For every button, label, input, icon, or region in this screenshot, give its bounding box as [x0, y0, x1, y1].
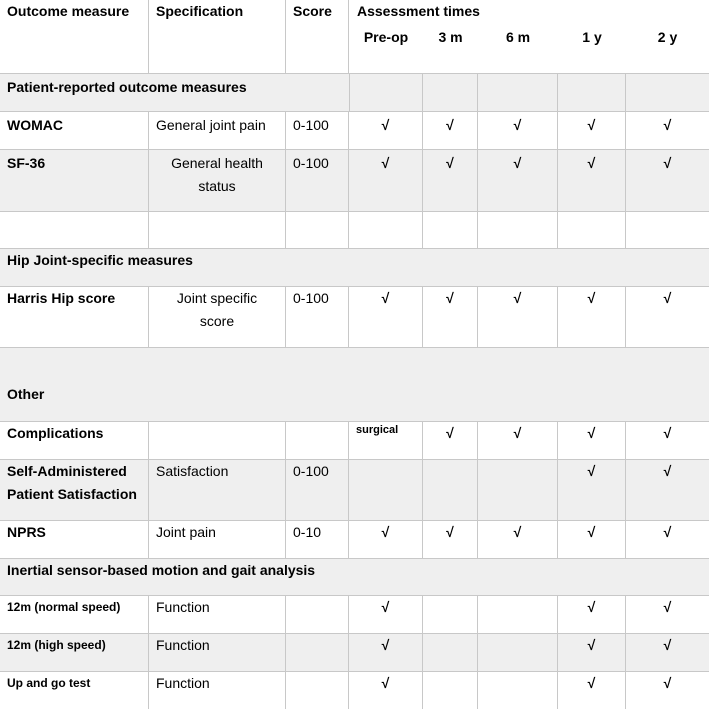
row-name: WOMAC	[0, 112, 149, 149]
row-name: NPRS	[0, 521, 149, 558]
check-mark: √	[663, 463, 672, 479]
header-time-preop: Pre-op	[363, 29, 409, 45]
check-mark: √	[558, 521, 626, 558]
section-title-pro: Patient-reported outcome measures	[7, 79, 247, 95]
header-outcome: Outcome measure	[0, 0, 149, 73]
section-title-hip: Hip Joint-specific measures	[7, 252, 193, 268]
check-mark: √	[478, 422, 558, 459]
row-spec: Function	[149, 596, 286, 633]
table-row-womac	[0, 112, 709, 150]
header-assessment-times: Assessment times	[357, 3, 480, 19]
row-name: 12m (high speed)	[0, 634, 149, 671]
preop-surgical-note: surgical	[349, 422, 423, 459]
row-spec: Joint pain	[149, 521, 286, 558]
check-mark: √	[349, 112, 423, 149]
row-name-line: Self-Administered	[7, 463, 127, 479]
section-title-other: Other	[7, 386, 45, 402]
row-spec-line: General health	[171, 155, 263, 171]
check-mark: √	[558, 634, 626, 671]
check-mark: √	[663, 637, 672, 653]
check-mark: √	[349, 150, 423, 211]
header-time-3m: 3 m	[438, 29, 463, 45]
check-mark: √	[349, 634, 423, 671]
table-row-nprs	[0, 521, 709, 559]
check-mark: √	[349, 521, 423, 558]
check-mark: √	[349, 672, 423, 709]
check-mark: √	[663, 117, 672, 133]
row-name: Harris Hip score	[0, 287, 149, 347]
check-mark: √	[558, 460, 626, 520]
check-mark: √	[663, 675, 672, 691]
check-mark: √	[349, 287, 423, 347]
table-row-harris	[0, 287, 709, 348]
check-mark: √	[423, 422, 478, 459]
table-row-walk-normal	[0, 596, 709, 634]
row-spec: Satisfaction	[149, 460, 286, 520]
check-mark: √	[558, 596, 626, 633]
table-row-empty	[0, 212, 709, 249]
check-mark: √	[558, 112, 626, 149]
table-row-complications	[0, 422, 709, 460]
check-mark: √	[478, 150, 558, 211]
check-mark: √	[663, 524, 672, 540]
check-mark: √	[423, 150, 478, 211]
row-spec-line: Joint specific	[176, 290, 258, 306]
section-title-inertial: Inertial sensor-based motion and gait analysis	[7, 562, 316, 578]
table-row-walk-high	[0, 634, 709, 672]
section-row-inertial	[0, 559, 709, 596]
row-score: 0-10	[286, 521, 349, 558]
check-mark: √	[558, 422, 626, 459]
check-mark: √	[663, 155, 672, 171]
row-spec	[149, 287, 286, 347]
check-mark: √	[423, 521, 478, 558]
header-score: Score	[286, 0, 349, 73]
row-name	[0, 460, 149, 520]
row-name: Complications	[0, 422, 149, 459]
check-mark: √	[558, 672, 626, 709]
row-score: 0-100	[286, 150, 349, 211]
check-mark: √	[558, 287, 626, 347]
row-name-line: Patient Satisfaction	[7, 486, 137, 502]
header-specification: Specification	[149, 0, 286, 73]
check-mark: √	[663, 425, 672, 441]
section-row-other	[0, 348, 709, 422]
row-score: 0-100	[286, 460, 349, 520]
row-name: 12m (normal speed)	[0, 596, 149, 633]
row-name: SF-36	[0, 150, 149, 211]
check-mark: √	[478, 112, 558, 149]
header-time-2y: 2 y	[657, 29, 678, 45]
check-mark: √	[663, 290, 672, 306]
row-score: 0-100	[286, 112, 349, 149]
table-row-up-and-go	[0, 672, 709, 709]
header-time-6m: 6 m	[505, 29, 531, 45]
row-spec	[149, 150, 286, 211]
section-row-hip	[0, 249, 709, 287]
table-row-satisfaction	[0, 460, 709, 521]
check-mark: √	[423, 112, 478, 149]
check-mark: √	[663, 599, 672, 615]
section-row-pro	[0, 74, 709, 112]
row-spec-line: status	[198, 178, 236, 194]
header-row	[0, 0, 709, 74]
check-mark: √	[558, 150, 626, 211]
check-mark: √	[478, 521, 558, 558]
row-spec: Function	[149, 634, 286, 671]
check-mark: √	[349, 596, 423, 633]
row-spec: General joint pain	[149, 112, 286, 149]
check-mark: √	[478, 287, 558, 347]
row-spec-line: score	[199, 313, 235, 329]
row-name: Up and go test	[0, 672, 149, 709]
table-row-sf36	[0, 150, 709, 212]
row-spec: Function	[149, 672, 286, 709]
header-time-1y: 1 y	[582, 29, 602, 45]
check-mark: √	[423, 287, 478, 347]
row-score: 0-100	[286, 287, 349, 347]
